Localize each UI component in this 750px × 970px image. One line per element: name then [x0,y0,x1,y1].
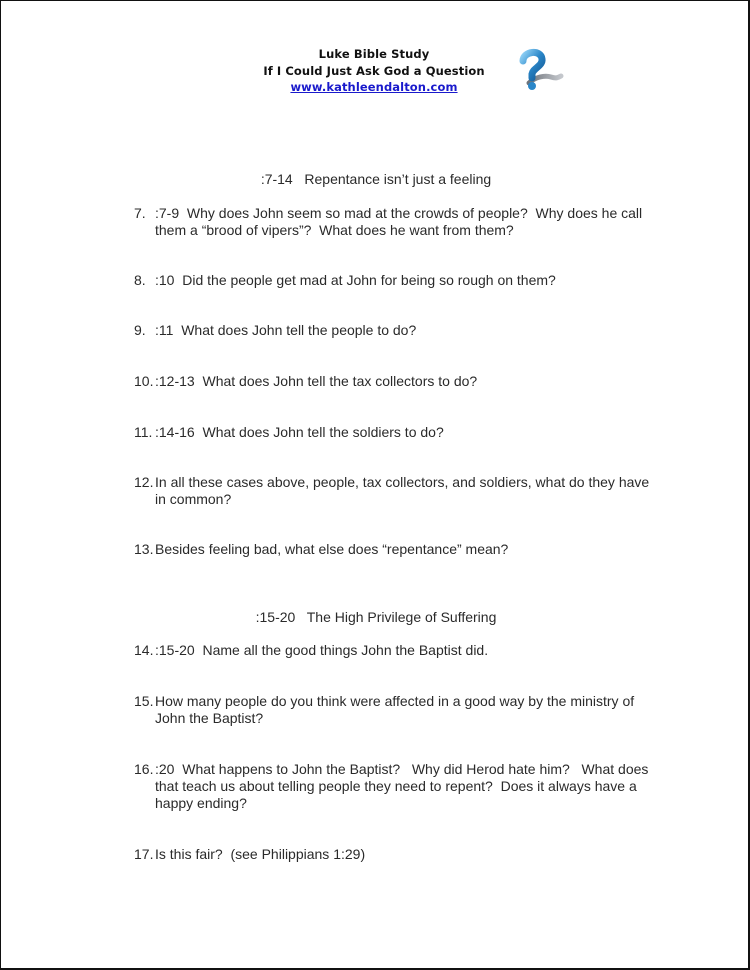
question-text: :7-9 Why does John seem so mad at the crowds of people? Why does he call them a “brood of vipers”? What does he want from them? [155,205,647,238]
question-7 [134,205,654,239]
question-number: 12. [134,474,154,490]
question-text: :14-16 What does John tell the soldiers to do? [155,424,444,440]
question-text: Besides feeling bad, what else does “repentance” mean? [155,541,509,557]
question-number: 11. [134,424,153,440]
question-number: 15. [134,693,154,709]
question-text: Is this fair? (see Philippians 1:29) [155,846,366,862]
study-subtitle: If I Could Just Ask God a Question [263,63,485,78]
question-8 [134,272,654,289]
section-title-suffering: :15-20 The High Privilege of Suffering [255,609,497,625]
question-text: How many people do you think were affected in a good way by the ministry of John the Baptist? [155,693,639,726]
question-text: In all these cases above, people, tax collectors, and soldiers, what do they have in common? [155,474,654,507]
question-text: :11 What does John tell the people to do? [155,322,417,338]
question-17 [134,846,654,863]
question-11 [134,424,654,441]
question-text: :15-20 Name all the good things John the Baptist did. [155,642,489,658]
study-title: Luke Bible Study [318,47,430,61]
question-9 [134,322,654,339]
question-text: :12-13 What does John tell the tax collectors to do? [155,373,478,389]
question-13 [134,541,654,558]
question-15 [134,693,654,727]
question-number: 14. [134,642,154,658]
question-10 [134,373,654,390]
section-title-repentance: :7-14 Repentance isn’t just a feeling [260,171,492,187]
question-number: 16. [134,761,154,777]
question-number: 8. [134,272,146,288]
question-text: :20 What happens to John the Baptist? Why did Herod hate him? What does that teach us about telling people they need to repent? Does it always have a happy ending? [155,761,653,811]
question-number: 13. [134,541,154,557]
question-12 [134,474,654,508]
question-number: 7. [134,205,146,221]
document-header [201,46,547,96]
website-link[interactable]: www.kathleendalton.com [290,80,458,94]
question-text: :10 Did the people get mad at John for being so rough on them? [155,272,556,288]
question-number: 17. [134,846,154,862]
question-16 [134,761,654,812]
question-number: 10. [134,373,154,389]
question-mark-icon [515,47,565,93]
question-14 [134,642,654,659]
question-number: 9. [134,322,146,338]
